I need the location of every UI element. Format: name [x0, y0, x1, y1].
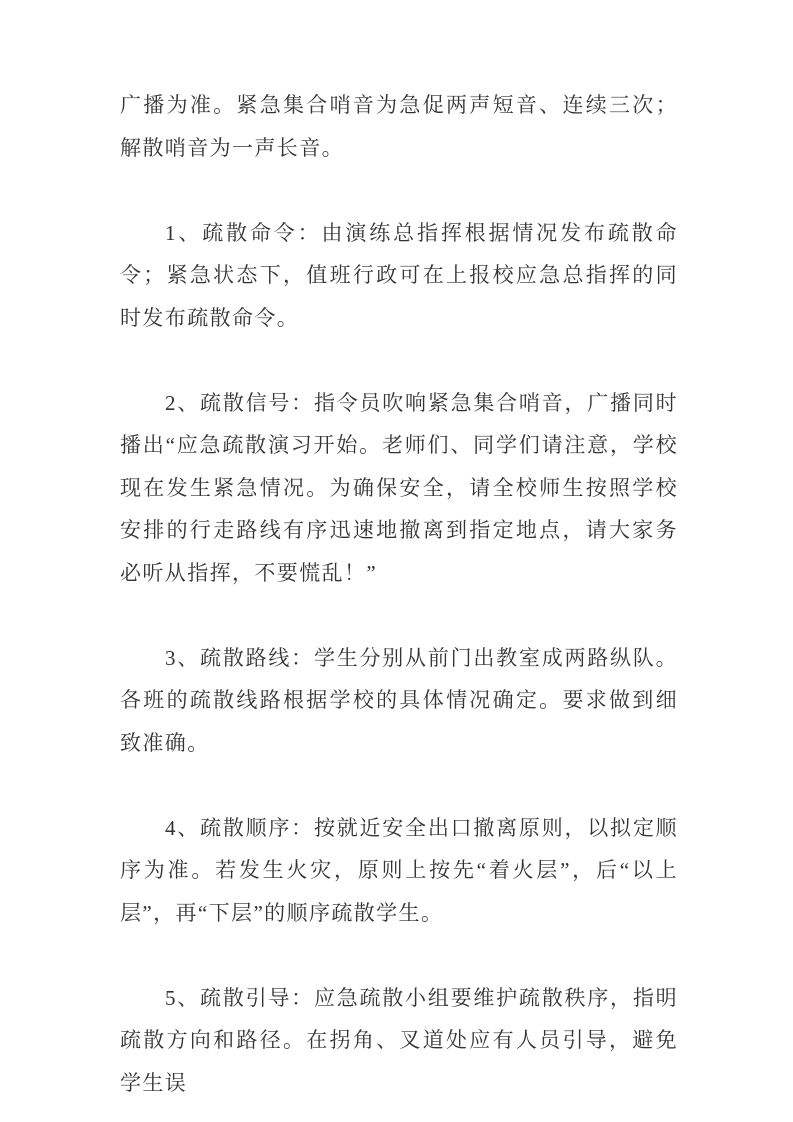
paragraph-item-2: 2、疏散信号：指令员吹响紧急集合哨音，广播同时播出“应急疏散演习开始。老师们、同学们请注意，学校现在发生紧急情况。为确保安全，请全校师生按照学校安排的行走路线有序迅速地撤离到指定地点，请大家务必听从指挥，不要慌乱！”: [120, 390, 678, 585]
document-content: [120, 84, 678, 1122]
paragraph-continuation: 广播为准。紧急集合哨音为急促两声短音、连续三次；解散哨音为一声长音。: [120, 93, 678, 160]
paragraph-item-1: 1、疏散命令：由演练总指挥根据情况发布疏散命令；紧急状态下，值班行政可在上报校应急总指挥的同时发布疏散命令。: [120, 220, 678, 330]
paragraph-item-3: 3、疏散路线：学生分别从前门出教室成两路纵队。各班的疏散线路根据学校的具体情况确定。要求做到细致准确。: [120, 645, 678, 755]
paragraph-item-5: 5、疏散引导：应急疏散小组要维护疏散秩序，指明疏散方向和路径。在拐角、叉道处应有人员引导，避免学生误: [120, 985, 678, 1095]
paragraph-item-4: 4、疏散顺序：按就近安全出口撤离原则，以拟定顺序为准。若发生火灾，原则上按先“着火层”，后“以上层”，再“下层”的顺序疏散学生。: [120, 815, 678, 925]
